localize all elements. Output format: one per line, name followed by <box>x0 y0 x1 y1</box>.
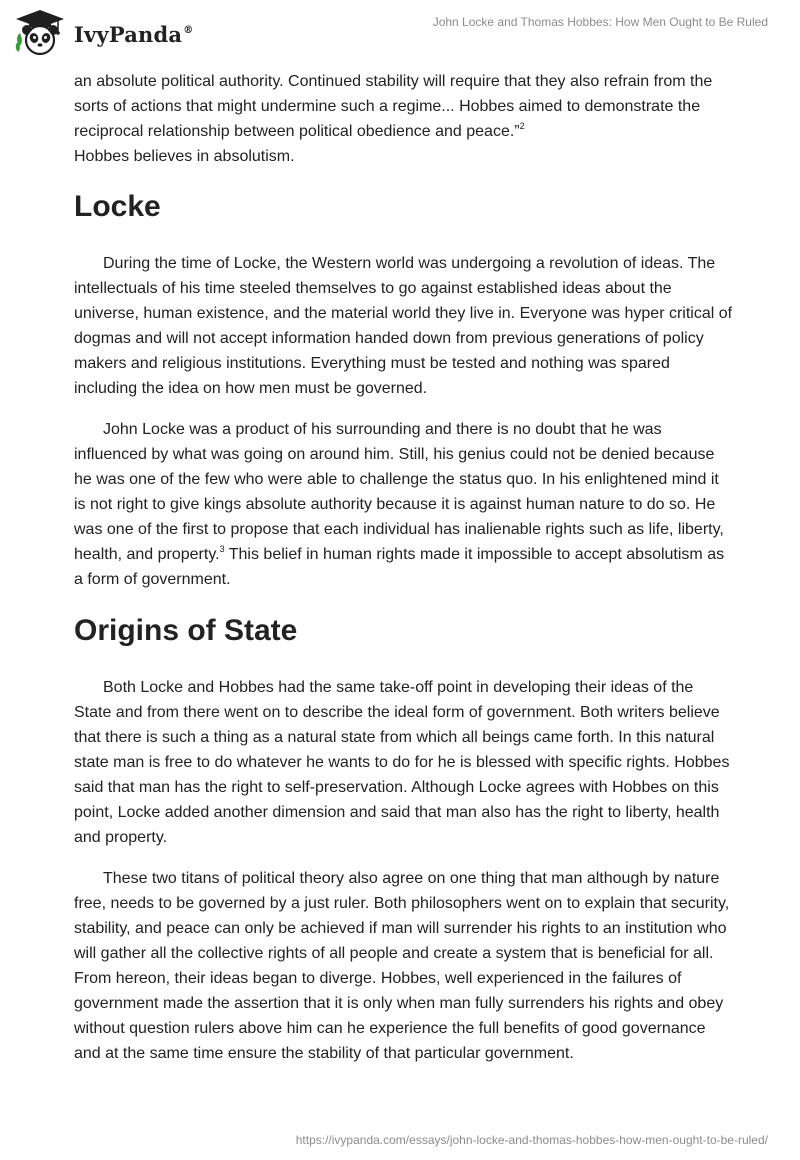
heading-locke: Locke <box>74 190 161 223</box>
brand-logo[interactable] <box>14 8 193 56</box>
panda-graduate-icon <box>14 8 66 56</box>
locke-paragraph-2: John Locke was a product of his surrounding and there is no doubt that he was influenced by what was going on around him. Still, his genius could not be denied because he was one of the few who were able to challenge the status quo. In his enlightened mind it is not right to give kings absolute authority because it is against human nature to do so. He was one of the first to propose that each individual has inalienable rights such as life, liberty, health, and property.$^3$ This belief in human rights made it impossible to accept absolutism as a form of government. <box>74 421 725 588</box>
article-body <box>74 69 734 1066</box>
brand-name: IvyPanda® <box>74 21 194 47</box>
intro-paragraph: an absolute political authority. Continued stability will require that they also refrain from the sorts of actions that might undermine such a regime... Hobbes aimed to demonstrate the reciprocal relationship between political obedience and peace.”$^2$ Hobbes believes in absolutism. <box>74 73 713 165</box>
origins-paragraph-1: Both Locke and Hobbes had the same take-off point in developing their ideas of the State and from there went on to describe the ideal form of government. Both writers believe that there is such a thing as a natural state from which all beings came forth. In this natural state man is free to do whatever he wants to do for he is blessed with specific rights. Hobbes said that man has the right to self-preservation. Although Locke agrees with Hobbes on this point, Locke added another dimension and said that man also has the right to liberty, health and property. <box>74 679 730 846</box>
footnote-ref-2[interactable]: 2 <box>519 121 525 131</box>
footnote-ref-3[interactable]: 3 <box>219 544 225 554</box>
heading-origins-of-state: Origins of State <box>74 614 298 647</box>
origins-paragraph-2: These two titans of political theory also agree on one thing that man although by nature free, needs to be governed by a just ruler. Both philosophers went on to explain that security, stability, and peace can only be achieved if man will surrender his rights to an institution who will gather all the collective rights of all people and create a system that is beneficial for all. From hereon, their ideas began to diverge. Hobbes, well experienced in the failures of government made the assertion that it is only when man fully surrenders his rights and obey without question rulers above him can he experience the full benefits of good governance and at the same time ensure the stability of that particular government. <box>74 870 730 1062</box>
locke-paragraph-1: During the time of Locke, the Western world was undergoing a revolution of ideas. The intellectuals of his time steeled themselves to go against established ideas about the universe, human existence, and the material world they live in. Everyone was hyper critical of dogmas and will not accept information handed down from previous generations of policy makers and religious institutions. Everything must be tested and nothing was spared including the idea on how men must be governed. <box>74 255 733 397</box>
source-url[interactable]: https://ivypanda.com/essays/john-locke-and-thomas-hobbes-how-men-ought-to-be-ruled/ <box>295 1133 768 1147</box>
document-title: John Locke and Thomas Hobbes: How Men Ought to Be Ruled <box>432 15 768 29</box>
